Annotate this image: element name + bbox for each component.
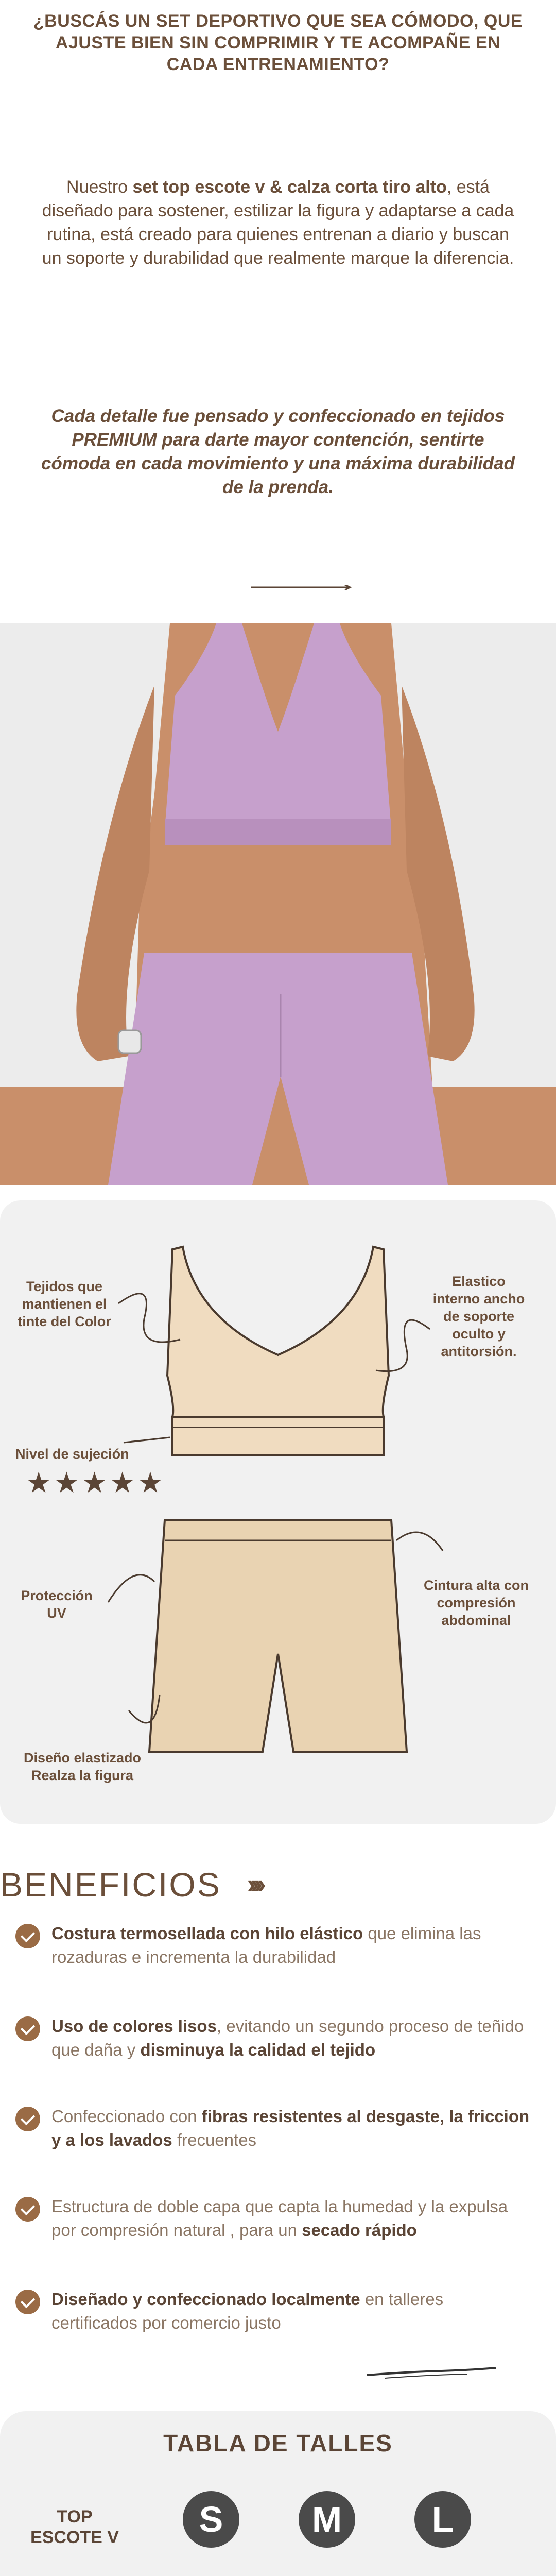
intro-heading: ¿BUSCÁS UN SET DEPORTIVO QUE SEA CÓMODO, QUE AJUSTE BIEN SIN COMPRIMIR Y TE ACOMPAÑE EN CADA ENTRENAMIENTO?: [33, 11, 523, 74]
check-circle-icon: [15, 2107, 40, 2131]
intro-product-name: set top escote v & calza corta tiro alto: [132, 177, 447, 197]
benefit-rest: Confeccionado con: [51, 2107, 202, 2126]
benefit-item: [15, 1922, 530, 1994]
intro-text-pre: Nuestro: [66, 177, 133, 197]
benefit-bold: Uso de colores lisos: [51, 2016, 217, 2036]
label-tejidos: Tejidos que mantienen el tinte del Color: [18, 1279, 111, 1329]
benefit-item: [15, 2014, 530, 2097]
intro-section: [0, 0, 556, 623]
benefit-text: [51, 2105, 530, 2152]
label-cintura: Cintura alta con compresión abdominal: [423, 1578, 529, 1628]
model-image: [0, 623, 556, 1185]
shorts-garment-icon: [149, 1520, 407, 1752]
chevrons-icon: ››››: [247, 1870, 261, 1899]
label-uv: Protección UV: [21, 1588, 93, 1621]
signature-line: [364, 2365, 498, 2380]
benefit-item: [15, 2287, 530, 2344]
benefit-bold: Diseñado y confeccionado localmente: [51, 2290, 360, 2309]
benefit-bold: Costura termosellada con hilo elástico: [51, 1924, 363, 1943]
benefit-bold: secado rápido: [302, 2221, 417, 2240]
beneficios-title: BENEFICIOS: [0, 1866, 221, 1904]
benefit-text: [51, 2195, 530, 2242]
size-s[interactable]: S: [183, 2491, 239, 2548]
benefit-rest: Estructura de doble capa que capta la humedad y la expulsa por compresión natural , para un: [51, 2197, 508, 2240]
table-title: TABLA DE TALLES: [163, 2430, 393, 2456]
check-circle-icon: [15, 2197, 40, 2222]
benefit-rest: , evitando un segundo proceso de teñido que daña y: [51, 2016, 524, 2059]
rating-stars: ★★★★★: [26, 1466, 166, 1499]
intro-description: [36, 175, 520, 270]
size-m[interactable]: M: [299, 2491, 355, 2548]
benefit-item: [15, 2105, 530, 2187]
benefit-text: [51, 1922, 530, 1969]
intro-text-post: , está diseñado para sostener, estilizar la figura y adaptarse a cada rutina, está creado para quienes entrenan a diario y buscan un soporte y durabilidad que realmente marque la diferencia.: [42, 177, 514, 268]
intro-premium-text: Cada detalle fue pensado y confeccionado en tejidos PREMIUM para darte mayor contención, sentirte cómoda en cada movimiento y una máxima durabilidad de la prenda.: [41, 406, 515, 497]
label-diseno: Diseño elastizado Realza la figura: [23, 1750, 142, 1783]
label-elastico: Elastico interno ancho de soporte oculto y antitorsión.: [432, 1274, 525, 1359]
product-photo: [0, 623, 556, 1185]
top-garment-icon: [167, 1247, 389, 1417]
arrow-right-icon: [251, 585, 354, 590]
product-name: TOP ESCOTE V: [30, 2507, 119, 2547]
check-circle-icon: [15, 2290, 40, 2314]
benefit-bold: fibras resistentes al desgaste, la friccion y a los lavados: [51, 2107, 530, 2149]
benefit-item: [15, 2195, 530, 2277]
benefit-rest: frecuentes: [172, 2130, 257, 2149]
size-l[interactable]: L: [414, 2491, 471, 2548]
benefit-text: [51, 2014, 530, 2062]
check-circle-icon: [15, 1924, 40, 1948]
benefit-rest: que elimina las rozaduras e incrementa la durabilidad: [51, 1924, 481, 1967]
benefit-bold: disminuya la calidad el tejido: [140, 2040, 376, 2059]
benefit-text: [51, 2287, 530, 2335]
benefit-rest: en talleres certificados por comercio justo: [51, 2290, 444, 2332]
label-sujecion: Nivel de sujeción: [15, 1446, 129, 1462]
check-circle-icon: [15, 2016, 40, 2041]
